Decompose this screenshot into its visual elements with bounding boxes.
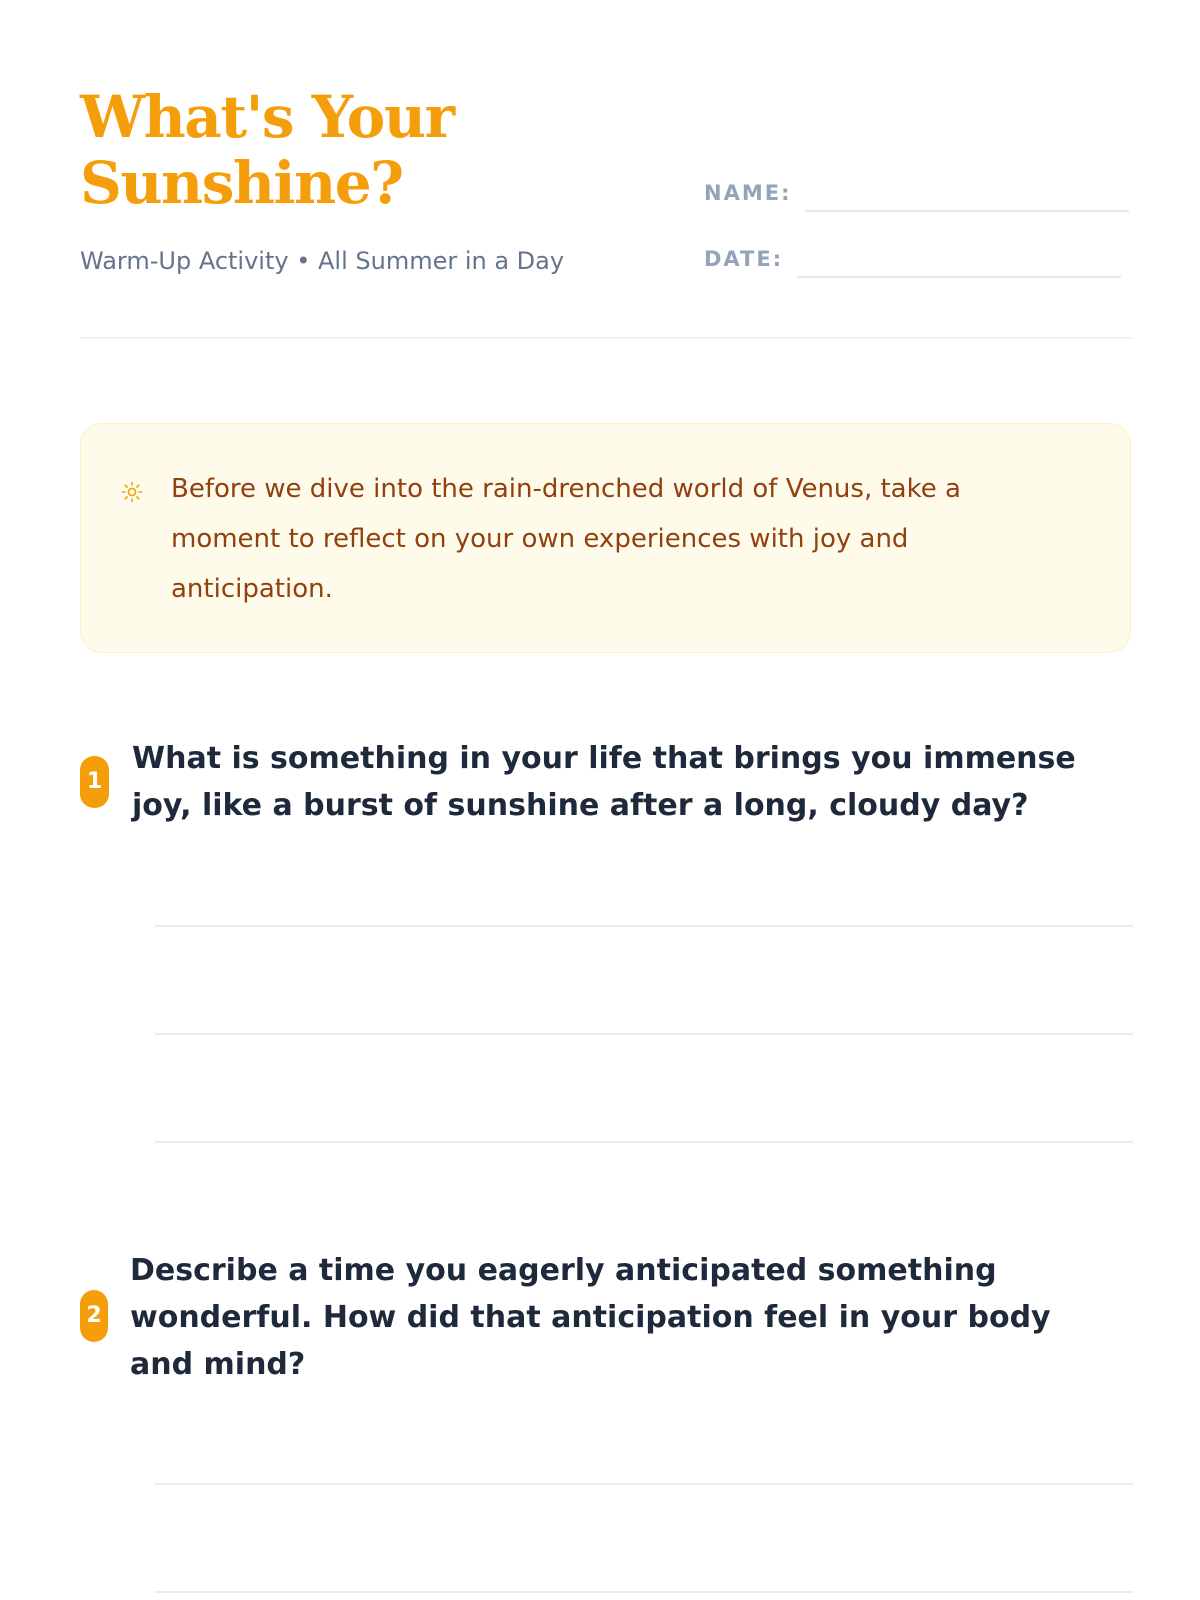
name-label: NAME: xyxy=(704,181,792,205)
intro-callout xyxy=(80,423,1131,653)
date-label: DATE: xyxy=(704,247,784,271)
date-blank-line[interactable] xyxy=(797,256,1121,278)
page-title: What's Your Sunshine? xyxy=(80,83,454,217)
sun-icon xyxy=(121,481,143,503)
answer-line[interactable] xyxy=(155,1483,1133,1485)
name-blank-line[interactable] xyxy=(805,190,1129,212)
answer-line[interactable] xyxy=(155,1141,1133,1143)
header-divider xyxy=(80,337,1133,339)
question-number-badge: 2 xyxy=(80,1290,108,1342)
page-subtitle: Warm-Up Activity • All Summer in a Day xyxy=(80,247,565,275)
answer-line[interactable] xyxy=(155,925,1133,927)
answer-line[interactable] xyxy=(155,1033,1133,1035)
intro-text: Before we dive into the rain-drenched world of Venus, take a moment to reflect on your own experiences with joy and anticipation. xyxy=(171,474,961,604)
question-number-badge: 1 xyxy=(80,756,109,808)
date-field[interactable] xyxy=(704,246,1121,272)
question-text: Describe a time you eagerly anticipated something wonderful. How did that anticipation feel in your body and mind? xyxy=(130,1253,1051,1382)
question-text: What is something in your life that brings you immense joy, like a burst of sunshine after a long, cloudy day? xyxy=(132,741,1076,823)
name-field[interactable] xyxy=(704,180,1129,206)
answer-line[interactable] xyxy=(155,1591,1133,1593)
